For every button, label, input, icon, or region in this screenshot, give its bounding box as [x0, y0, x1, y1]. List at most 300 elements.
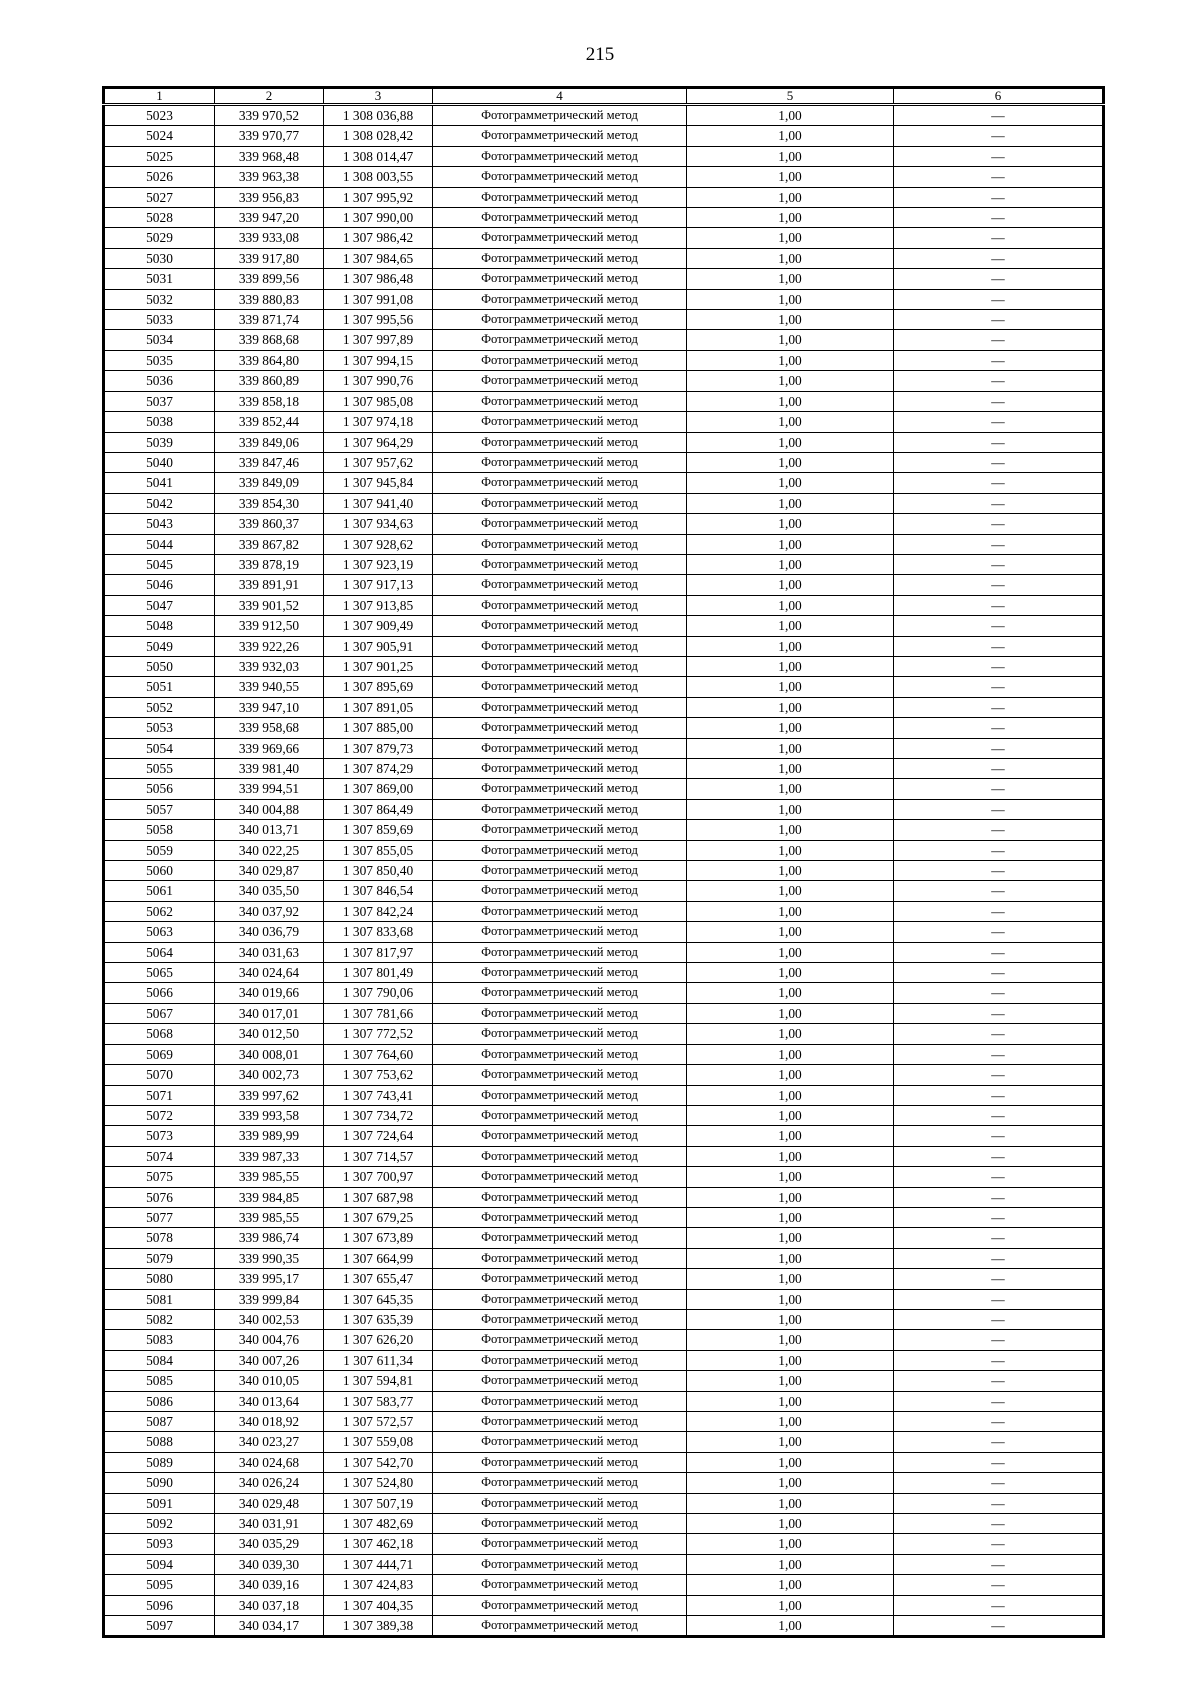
x-coordinate-cell: 340 002,53 [215, 1309, 324, 1329]
note-cell: — [894, 1167, 1104, 1187]
method-cell: Фотограмметрический метод [433, 1452, 687, 1472]
method-cell: Фотограмметрический метод [433, 697, 687, 717]
note-cell: — [894, 1432, 1104, 1452]
accuracy-cell: 1,00 [687, 1126, 894, 1146]
method-cell: Фотограмметрический метод [433, 656, 687, 676]
method-cell: Фотограмметрический метод [433, 1126, 687, 1146]
y-coordinate-cell: 1 307 626,20 [324, 1330, 433, 1350]
note-cell: — [894, 330, 1104, 350]
note-cell: — [894, 534, 1104, 554]
note-cell: — [894, 1330, 1104, 1350]
y-coordinate-cell: 1 307 855,05 [324, 840, 433, 860]
note-cell: — [894, 677, 1104, 697]
table-row [104, 1065, 1104, 1085]
method-cell: Фотограмметрический метод [433, 228, 687, 248]
accuracy-cell: 1,00 [687, 1269, 894, 1289]
x-coordinate-cell: 340 023,27 [215, 1432, 324, 1452]
note-cell: — [894, 1616, 1104, 1637]
table-row [104, 922, 1104, 942]
table-row [104, 248, 1104, 268]
table-row [104, 350, 1104, 370]
method-cell: Фотограмметрический метод [433, 636, 687, 656]
x-coordinate-cell: 339 970,77 [215, 126, 324, 146]
point-number-cell: 5031 [104, 269, 215, 289]
note-cell: — [894, 1187, 1104, 1207]
coordinates-table [102, 86, 1105, 1638]
table-row [104, 1595, 1104, 1615]
x-coordinate-cell: 339 867,82 [215, 534, 324, 554]
accuracy-cell: 1,00 [687, 1065, 894, 1085]
note-cell: — [894, 1248, 1104, 1268]
method-cell: Фотограмметрический метод [433, 1330, 687, 1350]
accuracy-cell: 1,00 [687, 310, 894, 330]
method-cell: Фотограмметрический метод [433, 126, 687, 146]
table-row [104, 1616, 1104, 1637]
x-coordinate-cell: 340 029,48 [215, 1493, 324, 1513]
y-coordinate-cell: 1 307 842,24 [324, 901, 433, 921]
y-coordinate-cell: 1 307 673,89 [324, 1228, 433, 1248]
point-number-cell: 5060 [104, 861, 215, 881]
method-cell: Фотограмметрический метод [433, 861, 687, 881]
method-cell: Фотограмметрический метод [433, 1391, 687, 1411]
table-row [104, 759, 1104, 779]
accuracy-cell: 1,00 [687, 228, 894, 248]
x-coordinate-cell: 339 987,33 [215, 1146, 324, 1166]
x-coordinate-cell: 339 969,66 [215, 738, 324, 758]
point-number-cell: 5089 [104, 1452, 215, 1472]
note-cell: — [894, 1350, 1104, 1370]
point-number-cell: 5044 [104, 534, 215, 554]
point-number-cell: 5025 [104, 146, 215, 166]
method-cell: Фотограмметрический метод [433, 1554, 687, 1574]
table-row [104, 1228, 1104, 1248]
accuracy-cell: 1,00 [687, 697, 894, 717]
y-coordinate-cell: 1 307 724,64 [324, 1126, 433, 1146]
table-row [104, 861, 1104, 881]
point-number-cell: 5085 [104, 1371, 215, 1391]
table-row [104, 228, 1104, 248]
point-number-cell: 5037 [104, 391, 215, 411]
table-row [104, 126, 1104, 146]
y-coordinate-cell: 1 307 635,39 [324, 1309, 433, 1329]
note-cell: — [894, 432, 1104, 452]
method-cell: Фотограмметрический метод [433, 575, 687, 595]
table-row [104, 1248, 1104, 1268]
point-number-cell: 5029 [104, 228, 215, 248]
y-coordinate-cell: 1 307 879,73 [324, 738, 433, 758]
note-cell: — [894, 310, 1104, 330]
method-cell: Фотограмметрический метод [433, 371, 687, 391]
method-cell: Фотограмметрический метод [433, 1228, 687, 1248]
point-number-cell: 5028 [104, 208, 215, 228]
accuracy-cell: 1,00 [687, 1248, 894, 1268]
accuracy-cell: 1,00 [687, 1391, 894, 1411]
method-cell: Фотограмметрический метод [433, 901, 687, 921]
x-coordinate-cell: 339 989,99 [215, 1126, 324, 1146]
accuracy-cell: 1,00 [687, 840, 894, 860]
method-cell: Фотограмметрический метод [433, 514, 687, 534]
y-coordinate-cell: 1 307 714,57 [324, 1146, 433, 1166]
note-cell: — [894, 922, 1104, 942]
table-row [104, 820, 1104, 840]
accuracy-cell: 1,00 [687, 1371, 894, 1391]
note-cell: — [894, 1452, 1104, 1472]
note-cell: — [894, 616, 1104, 636]
method-cell: Фотограмметрический метод [433, 1167, 687, 1187]
y-coordinate-cell: 1 307 974,18 [324, 412, 433, 432]
y-coordinate-cell: 1 307 764,60 [324, 1044, 433, 1064]
note-cell: — [894, 1044, 1104, 1064]
x-coordinate-cell: 339 854,30 [215, 493, 324, 513]
y-coordinate-cell: 1 307 655,47 [324, 1269, 433, 1289]
note-cell: — [894, 554, 1104, 574]
x-coordinate-cell: 340 024,68 [215, 1452, 324, 1472]
accuracy-cell: 1,00 [687, 412, 894, 432]
accuracy-cell: 1,00 [687, 1003, 894, 1023]
point-number-cell: 5071 [104, 1085, 215, 1105]
table-row [104, 942, 1104, 962]
y-coordinate-cell: 1 307 990,76 [324, 371, 433, 391]
note-cell: — [894, 1534, 1104, 1554]
y-coordinate-cell: 1 307 424,83 [324, 1575, 433, 1595]
x-coordinate-cell: 339 958,68 [215, 718, 324, 738]
note-cell: — [894, 1085, 1104, 1105]
note-cell: — [894, 1514, 1104, 1534]
note-cell: — [894, 942, 1104, 962]
method-cell: Фотограмметрический метод [433, 1616, 687, 1637]
y-coordinate-cell: 1 307 869,00 [324, 779, 433, 799]
method-cell: Фотограмметрический метод [433, 1473, 687, 1493]
x-coordinate-cell: 340 013,71 [215, 820, 324, 840]
table-row [104, 677, 1104, 697]
point-number-cell: 5035 [104, 350, 215, 370]
note-cell: — [894, 126, 1104, 146]
note-cell: — [894, 228, 1104, 248]
point-number-cell: 5068 [104, 1024, 215, 1044]
y-coordinate-cell: 1 307 928,62 [324, 534, 433, 554]
y-coordinate-cell: 1 307 687,98 [324, 1187, 433, 1207]
y-coordinate-cell: 1 307 462,18 [324, 1534, 433, 1554]
table-row [104, 391, 1104, 411]
table-row [104, 1554, 1104, 1574]
x-coordinate-cell: 339 985,55 [215, 1207, 324, 1227]
y-coordinate-cell: 1 307 895,69 [324, 677, 433, 697]
note-cell: — [894, 1105, 1104, 1125]
method-cell: Фотограмметрический метод [433, 1105, 687, 1125]
table-row [104, 1146, 1104, 1166]
method-cell: Фотограмметрический метод [433, 1187, 687, 1207]
method-cell: Фотограмметрический метод [433, 391, 687, 411]
y-coordinate-cell: 1 307 985,08 [324, 391, 433, 411]
x-coordinate-cell: 339 847,46 [215, 452, 324, 472]
point-number-cell: 5070 [104, 1065, 215, 1085]
table-row [104, 1207, 1104, 1227]
accuracy-cell: 1,00 [687, 656, 894, 676]
table-row [104, 1412, 1104, 1432]
point-number-cell: 5073 [104, 1126, 215, 1146]
y-coordinate-cell: 1 307 874,29 [324, 759, 433, 779]
method-cell: Фотограмметрический метод [433, 412, 687, 432]
table-row [104, 1452, 1104, 1472]
point-number-cell: 5058 [104, 820, 215, 840]
x-coordinate-cell: 340 007,26 [215, 1350, 324, 1370]
note-cell: — [894, 1146, 1104, 1166]
table-row [104, 473, 1104, 493]
table-row [104, 1391, 1104, 1411]
method-cell: Фотограмметрический метод [433, 738, 687, 758]
x-coordinate-cell: 340 034,17 [215, 1616, 324, 1637]
table-row [104, 636, 1104, 656]
point-number-cell: 5023 [104, 105, 215, 126]
x-coordinate-cell: 339 860,37 [215, 514, 324, 534]
y-coordinate-cell: 1 307 790,06 [324, 983, 433, 1003]
y-coordinate-cell: 1 307 801,49 [324, 963, 433, 983]
table-row [104, 1044, 1104, 1064]
accuracy-cell: 1,00 [687, 1309, 894, 1329]
accuracy-cell: 1,00 [687, 1514, 894, 1534]
header-col-6: 6 [894, 88, 1104, 105]
table-row [104, 1534, 1104, 1554]
x-coordinate-cell: 339 901,52 [215, 595, 324, 615]
accuracy-cell: 1,00 [687, 248, 894, 268]
x-coordinate-cell: 340 026,24 [215, 1473, 324, 1493]
point-number-cell: 5048 [104, 616, 215, 636]
method-cell: Фотограмметрический метод [433, 799, 687, 819]
accuracy-cell: 1,00 [687, 1167, 894, 1187]
x-coordinate-cell: 339 947,10 [215, 697, 324, 717]
note-cell: — [894, 1065, 1104, 1085]
x-coordinate-cell: 340 004,76 [215, 1330, 324, 1350]
header-col-3: 3 [324, 88, 433, 105]
point-number-cell: 5032 [104, 289, 215, 309]
method-cell: Фотограмметрический метод [433, 820, 687, 840]
point-number-cell: 5082 [104, 1309, 215, 1329]
x-coordinate-cell: 340 013,64 [215, 1391, 324, 1411]
x-coordinate-cell: 339 849,06 [215, 432, 324, 452]
accuracy-cell: 1,00 [687, 1044, 894, 1064]
y-coordinate-cell: 1 307 859,69 [324, 820, 433, 840]
y-coordinate-cell: 1 307 542,70 [324, 1452, 433, 1472]
method-cell: Фотограмметрический метод [433, 1309, 687, 1329]
x-coordinate-cell: 339 940,55 [215, 677, 324, 697]
table-row [104, 779, 1104, 799]
accuracy-cell: 1,00 [687, 963, 894, 983]
accuracy-cell: 1,00 [687, 1432, 894, 1452]
note-cell: — [894, 208, 1104, 228]
table-row [104, 697, 1104, 717]
point-number-cell: 5051 [104, 677, 215, 697]
method-cell: Фотограмметрический метод [433, 1269, 687, 1289]
x-coordinate-cell: 339 864,80 [215, 350, 324, 370]
y-coordinate-cell: 1 307 994,15 [324, 350, 433, 370]
y-coordinate-cell: 1 307 991,08 [324, 289, 433, 309]
method-cell: Фотограмметрический метод [433, 1085, 687, 1105]
y-coordinate-cell: 1 307 846,54 [324, 881, 433, 901]
note-cell: — [894, 473, 1104, 493]
point-number-cell: 5069 [104, 1044, 215, 1064]
note-cell: — [894, 861, 1104, 881]
x-coordinate-cell: 340 029,87 [215, 861, 324, 881]
point-number-cell: 5076 [104, 1187, 215, 1207]
y-coordinate-cell: 1 307 997,89 [324, 330, 433, 350]
table-row [104, 901, 1104, 921]
table-row [104, 146, 1104, 166]
accuracy-cell: 1,00 [687, 126, 894, 146]
note-cell: — [894, 738, 1104, 758]
method-cell: Фотограмметрический метод [433, 208, 687, 228]
note-cell: — [894, 391, 1104, 411]
method-cell: Фотограмметрический метод [433, 1595, 687, 1615]
table-row [104, 187, 1104, 207]
x-coordinate-cell: 339 968,48 [215, 146, 324, 166]
table-row [104, 718, 1104, 738]
accuracy-cell: 1,00 [687, 1554, 894, 1574]
note-cell: — [894, 412, 1104, 432]
y-coordinate-cell: 1 307 990,00 [324, 208, 433, 228]
y-coordinate-cell: 1 307 734,72 [324, 1105, 433, 1125]
table-row [104, 1105, 1104, 1125]
method-cell: Фотограмметрический метод [433, 187, 687, 207]
table-row [104, 1126, 1104, 1146]
point-number-cell: 5077 [104, 1207, 215, 1227]
point-number-cell: 5054 [104, 738, 215, 758]
method-cell: Фотограмметрический метод [433, 554, 687, 574]
accuracy-cell: 1,00 [687, 1412, 894, 1432]
method-cell: Фотограмметрический метод [433, 1065, 687, 1085]
x-coordinate-cell: 340 008,01 [215, 1044, 324, 1064]
x-coordinate-cell: 339 868,68 [215, 330, 324, 350]
y-coordinate-cell: 1 307 482,69 [324, 1514, 433, 1534]
y-coordinate-cell: 1 308 003,55 [324, 167, 433, 187]
method-cell: Фотограмметрический метод [433, 1248, 687, 1268]
x-coordinate-cell: 340 019,66 [215, 983, 324, 1003]
y-coordinate-cell: 1 307 891,05 [324, 697, 433, 717]
method-cell: Фотограмметрический метод [433, 1514, 687, 1534]
point-number-cell: 5050 [104, 656, 215, 676]
accuracy-cell: 1,00 [687, 187, 894, 207]
method-cell: Фотограмметрический метод [433, 146, 687, 166]
point-number-cell: 5087 [104, 1412, 215, 1432]
method-cell: Фотограмметрический метод [433, 616, 687, 636]
accuracy-cell: 1,00 [687, 350, 894, 370]
note-cell: — [894, 1493, 1104, 1513]
note-cell: — [894, 1289, 1104, 1309]
method-cell: Фотограмметрический метод [433, 248, 687, 268]
y-coordinate-cell: 1 307 507,19 [324, 1493, 433, 1513]
table-row [104, 1289, 1104, 1309]
y-coordinate-cell: 1 307 984,65 [324, 248, 433, 268]
table-row [104, 656, 1104, 676]
table-row [104, 534, 1104, 554]
table-row [104, 1167, 1104, 1187]
accuracy-cell: 1,00 [687, 1024, 894, 1044]
accuracy-cell: 1,00 [687, 1452, 894, 1472]
table-row [104, 289, 1104, 309]
coordinates-table-container [102, 86, 1102, 1638]
accuracy-cell: 1,00 [687, 881, 894, 901]
accuracy-cell: 1,00 [687, 208, 894, 228]
point-number-cell: 5034 [104, 330, 215, 350]
method-cell: Фотограмметрический метод [433, 350, 687, 370]
accuracy-cell: 1,00 [687, 575, 894, 595]
table-row [104, 963, 1104, 983]
method-cell: Фотограмметрический метод [433, 779, 687, 799]
point-number-cell: 5075 [104, 1167, 215, 1187]
y-coordinate-cell: 1 308 036,88 [324, 105, 433, 126]
x-coordinate-cell: 339 995,17 [215, 1269, 324, 1289]
method-cell: Фотограмметрический метод [433, 718, 687, 738]
note-cell: — [894, 881, 1104, 901]
x-coordinate-cell: 340 035,50 [215, 881, 324, 901]
x-coordinate-cell: 339 899,56 [215, 269, 324, 289]
method-cell: Фотограмметрический метод [433, 1575, 687, 1595]
note-cell: — [894, 575, 1104, 595]
method-cell: Фотограмметрический метод [433, 432, 687, 452]
point-number-cell: 5052 [104, 697, 215, 717]
table-row [104, 595, 1104, 615]
accuracy-cell: 1,00 [687, 799, 894, 819]
x-coordinate-cell: 339 997,62 [215, 1085, 324, 1105]
point-number-cell: 5056 [104, 779, 215, 799]
y-coordinate-cell: 1 307 389,38 [324, 1616, 433, 1637]
y-coordinate-cell: 1 307 781,66 [324, 1003, 433, 1023]
method-cell: Фотограмметрический метод [433, 840, 687, 860]
method-cell: Фотограмметрический метод [433, 1371, 687, 1391]
accuracy-cell: 1,00 [687, 289, 894, 309]
point-number-cell: 5033 [104, 310, 215, 330]
x-coordinate-cell: 339 999,84 [215, 1289, 324, 1309]
table-row [104, 330, 1104, 350]
x-coordinate-cell: 339 986,74 [215, 1228, 324, 1248]
y-coordinate-cell: 1 307 444,71 [324, 1554, 433, 1574]
x-coordinate-cell: 340 017,01 [215, 1003, 324, 1023]
y-coordinate-cell: 1 307 941,40 [324, 493, 433, 513]
point-number-cell: 5081 [104, 1289, 215, 1309]
table-row [104, 575, 1104, 595]
y-coordinate-cell: 1 307 817,97 [324, 942, 433, 962]
x-coordinate-cell: 339 878,19 [215, 554, 324, 574]
accuracy-cell: 1,00 [687, 1534, 894, 1554]
point-number-cell: 5043 [104, 514, 215, 534]
method-cell: Фотограмметрический метод [433, 289, 687, 309]
y-coordinate-cell: 1 307 559,08 [324, 1432, 433, 1452]
x-coordinate-cell: 339 984,85 [215, 1187, 324, 1207]
y-coordinate-cell: 1 307 909,49 [324, 616, 433, 636]
accuracy-cell: 1,00 [687, 983, 894, 1003]
table-row [104, 371, 1104, 391]
point-number-cell: 5041 [104, 473, 215, 493]
x-coordinate-cell: 339 849,09 [215, 473, 324, 493]
point-number-cell: 5036 [104, 371, 215, 391]
y-coordinate-cell: 1 307 743,41 [324, 1085, 433, 1105]
note-cell: — [894, 1207, 1104, 1227]
point-number-cell: 5059 [104, 840, 215, 860]
accuracy-cell: 1,00 [687, 1085, 894, 1105]
table-row [104, 1575, 1104, 1595]
point-number-cell: 5074 [104, 1146, 215, 1166]
point-number-cell: 5049 [104, 636, 215, 656]
method-cell: Фотограмметрический метод [433, 1289, 687, 1309]
table-row [104, 1473, 1104, 1493]
method-cell: Фотограмметрический метод [433, 1146, 687, 1166]
x-coordinate-cell: 339 956,83 [215, 187, 324, 207]
table-row [104, 310, 1104, 330]
accuracy-cell: 1,00 [687, 636, 894, 656]
note-cell: — [894, 1595, 1104, 1615]
accuracy-cell: 1,00 [687, 1595, 894, 1615]
x-coordinate-cell: 340 010,05 [215, 1371, 324, 1391]
accuracy-cell: 1,00 [687, 534, 894, 554]
